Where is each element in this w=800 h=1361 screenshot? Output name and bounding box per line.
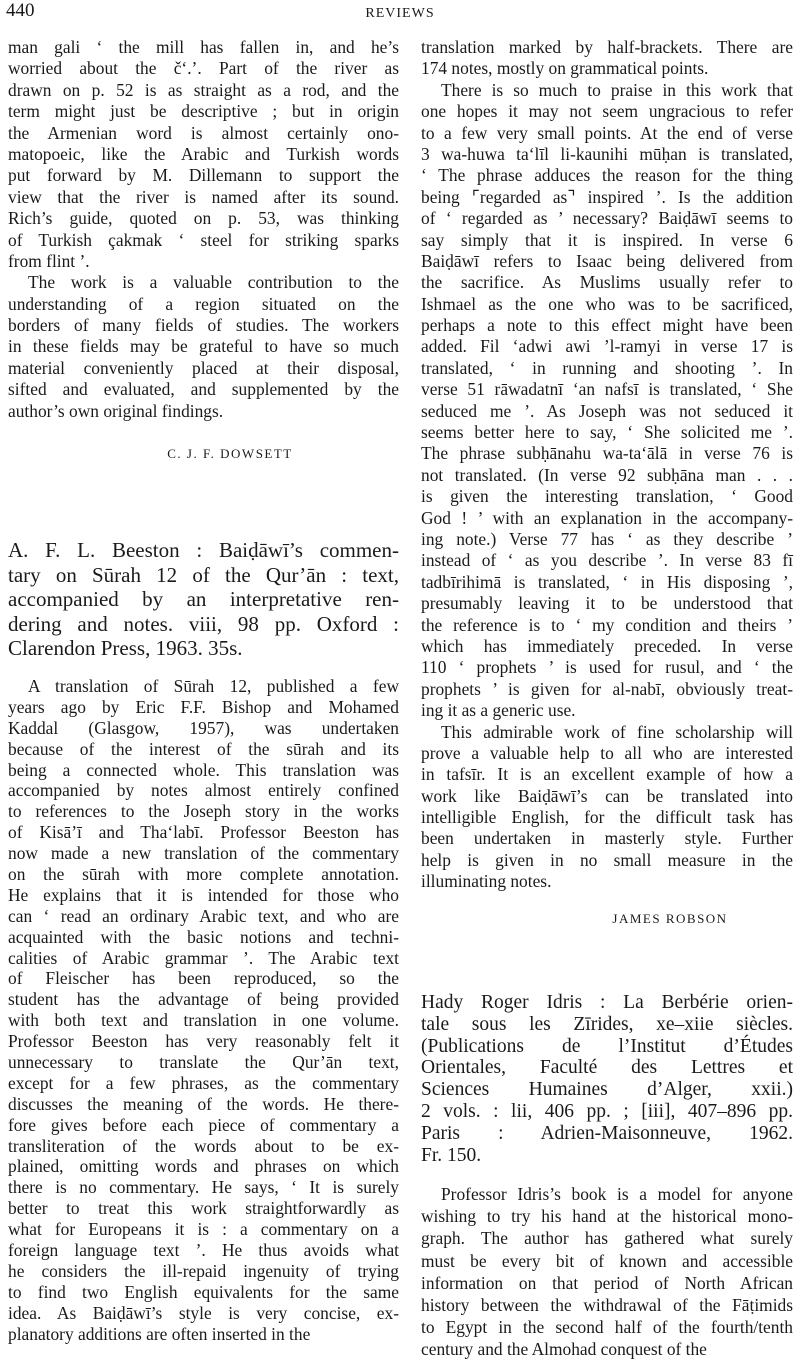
text-line: say simply that it is inspired. In verse 6: [421, 229, 793, 250]
text-line: A translation of Sūrah 12, published a few: [28, 676, 399, 696]
text-line: Sciences Humaines d’Alger, xxii.): [421, 1079, 793, 1101]
text-line: acquainted with the basic notions and techni-: [8, 926, 399, 947]
text-line: being a connected whole. This translation was: [8, 759, 399, 780]
text-line: the Armenian word is almost certainly ono-: [8, 122, 399, 143]
text-line: with both text and translation in one volume.: [8, 1010, 399, 1031]
paragraph: [421, 1183, 793, 1361]
reviewer-signature: JAMES ROBSON: [612, 911, 728, 926]
text-line: Rich’s guide, quoted on p. 53, was thinking: [8, 208, 399, 229]
text-line: on the sūrah with more complete annotation.: [8, 864, 399, 885]
text-line: Clarendon Press, 1963. 35s.: [8, 636, 243, 660]
text-line: Ishmael as the one who was to be sacrificed,: [421, 293, 793, 314]
text-line: prove a valuable help to all who are interested: [421, 742, 793, 763]
text-line: graph. The author has gathered what surely: [421, 1228, 793, 1249]
text-line: years ago by Eric F.F. Bishop and Mohamed: [8, 696, 399, 717]
text-line: intelligible English, for the difficult task has: [421, 807, 793, 828]
text-line: to references to the Joseph story in the works: [8, 801, 399, 822]
text-line: one hopes it may not seem ungracious to refer: [421, 101, 793, 122]
text-line: ing note.) Verse 77 has ‘ as they describe ’: [421, 528, 793, 549]
page-number: 440: [6, 0, 35, 21]
review-body-idris: [421, 1183, 793, 1361]
paragraph: [421, 37, 793, 80]
text-line: put forward by M. Dillemann to support the: [8, 165, 399, 186]
text-line: Baiḍāwī refers to Isaac being delivered from: [421, 250, 793, 271]
robson-review-continued: [421, 37, 793, 893]
paragraph: [421, 722, 793, 893]
text-line: worried about the č‘.’. Part of the river as: [8, 58, 399, 79]
text-line: Paris : Adrien-Maisonneuve, 1962.: [421, 1122, 793, 1144]
text-line: tary on Sūrah 12 of the Qur’ān : text,: [8, 562, 399, 587]
text-line: verse 51 rāwadatnī ‘an nafsī is translated, ‘ She: [421, 379, 793, 400]
text-line: term might just be descriptive ; but in origin: [8, 101, 399, 122]
review-heading-idris: [421, 992, 793, 1166]
text-line: prophets ’ is given for al-nabī, obviously treat-: [421, 678, 793, 699]
text-line: illuminating notes.: [421, 871, 552, 892]
text-line: translation marked by half-brackets. There are: [421, 37, 793, 57]
text-line: can ‘ read an ordinary Arabic text, and who are: [8, 905, 399, 926]
text-line: of Kisā’ī and Tha‘labī. Professor Beeston has: [8, 822, 399, 843]
text-line: help is given in no small measure in the: [421, 849, 793, 870]
text-line: Kaddal (Glasgow, 1957), was undertaken: [8, 717, 399, 738]
text-line: understanding of a region situated on the: [8, 293, 399, 314]
text-line: translated, ‘ in running and shooting ’. In: [421, 357, 793, 378]
text-line: A. F. L. Beeston : Baiḍāwī’s commen-: [8, 538, 399, 562]
paragraph: [8, 676, 399, 1345]
text-line: material conveniently placed at their disposal,: [8, 357, 399, 378]
text-line: not translated. (In verse 92 subḥāna man . . .: [421, 464, 793, 485]
text-line: instead of ‘ as you describe ’. In verse 83 fī: [421, 550, 793, 571]
text-line: what for Europeans it is : a commentary on a: [8, 1219, 399, 1240]
text-line: work like Baiḍāwī’s can be translated into: [421, 785, 793, 806]
review-body-beeston: [8, 676, 399, 1345]
text-line: student has the advantage of being provided: [8, 989, 399, 1010]
text-line: the sacrifice. As Muslims usually refer to: [421, 272, 793, 293]
text-line: Fr. 150.: [421, 1144, 482, 1166]
text-line: seems better here to say, ‘ She solicited me ’.: [421, 422, 793, 443]
text-line: idea. As Baiḍāwī’s style is very concise, ex-: [8, 1302, 399, 1323]
text-line: history between the withdrawal of the Fāṭimids: [421, 1294, 793, 1315]
text-line: ‘ The phrase adduces the reason for the thing: [421, 165, 793, 186]
text-line: Professor Idris’s book is a model for anyone: [441, 1184, 793, 1204]
text-line: in these fields may be grateful to have so much: [8, 336, 399, 357]
text-line: fore gives before each piece of commentary a: [8, 1114, 399, 1135]
text-line: accompanied by notes almost entirely confined: [8, 780, 399, 801]
text-line: The work is a valuable contribution to the: [28, 272, 399, 293]
text-line: view that the river is named after its sound.: [8, 186, 399, 207]
text-line: sifted and evaluated, and supplemented by the: [8, 379, 399, 400]
review-heading-beeston: [8, 538, 399, 661]
text-line: God ! ’ with an explanation in the accompany-: [421, 507, 793, 528]
text-line: 110 ‘ prophets ’ is used for rusul, and ‘ the: [421, 657, 793, 678]
text-line: transliteration of the words about to be ex-: [8, 1135, 399, 1156]
text-line: the reference is to ‘ my condition and theirs ’: [421, 614, 793, 635]
text-line: being ⌜regarded as⌝ inspired ’. Is the addition: [421, 186, 793, 207]
text-line: borders of many fields of studies. The workers: [8, 315, 399, 336]
text-line: of ‘ regarded as ’ necessary? Baiḍāwī seems to: [421, 208, 793, 229]
text-line: author’s own original findings.: [8, 400, 224, 421]
text-line: discusses the meaning of the words. He there-: [8, 1093, 399, 1114]
text-line: in tafsīr. It is an excellent example of how a: [421, 764, 793, 785]
text-line: from flint ’.: [8, 250, 90, 271]
text-line: is given the interesting translation, ‘ Good: [421, 486, 793, 507]
text-line: accompanied by an interpretative ren-: [8, 587, 399, 611]
text-line: There is so much to praise in this work that: [441, 79, 793, 100]
text-line: dering and notes. viii, 98 pp. Oxford :: [8, 611, 399, 636]
text-line: century and the Almohad conquest of the: [421, 1339, 707, 1360]
text-line: The phrase subḥānahu wa-ta‘ālā in verse 76 is: [421, 443, 793, 464]
text-line: been undertaken in masterly style. Further: [421, 828, 793, 849]
text-line: better to treat this work straightforwardly as: [8, 1198, 399, 1219]
text-line: He explains that it is intended for those who: [8, 884, 399, 905]
text-line: because of the interest of the sūrah and its: [8, 738, 399, 759]
dowsett-review-end: [8, 37, 399, 422]
text-line: unnecessary to translate the Qur’ān text,: [8, 1052, 399, 1073]
paragraph: [8, 37, 399, 272]
text-line: 2 vols. : lii, 406 pp. ; [iii], 407–896 pp.: [421, 1100, 793, 1122]
text-line: to find two English equivalents for the same: [8, 1281, 399, 1302]
reviewer-signature: C. J. F. DOWSETT: [167, 446, 293, 461]
text-line: presumably leaving it to be understood that: [421, 593, 793, 614]
text-line: tadbīrihimā is translated, ‘ in His disposing ’,: [421, 571, 793, 592]
text-line: except for a few phrases, as the commentary: [8, 1072, 399, 1093]
text-line: (Publications de l’Institut d’Études: [421, 1035, 793, 1057]
text-line: man gali ‘ the mill has fallen in, and he’s: [8, 37, 399, 57]
text-line: there is no commentary. He says, ‘ It is surely: [8, 1177, 399, 1198]
text-line: wishing to try his hand at the historical mono-: [421, 1206, 793, 1227]
text-line: tale sous les Zīrides, xe–xiie siècles.: [421, 1013, 793, 1035]
text-line: foreign language text ’. He thus avoids what: [8, 1240, 399, 1261]
text-line: 3 wa-huwa ta‘līl li-kaunihi mūḥan is translated,: [421, 143, 793, 164]
text-line: added. Fil ‘adwi awi ’l-ramyi in verse 17 is: [421, 336, 793, 357]
running-title: REVIEWS: [365, 6, 435, 21]
text-line: drawn on p. 52 is as straight as a rod, and the: [8, 79, 399, 100]
text-line: of Fleischer has been reproduced, so the: [8, 968, 399, 989]
text-line: he considers the ill-repaid ingenuity of trying: [8, 1260, 399, 1281]
text-line: to Egypt in the second half of the fourth/tenth: [421, 1317, 793, 1338]
text-line: perhaps a note to this effect might have been: [421, 315, 793, 336]
text-line: This admirable work of fine scholarship will: [441, 721, 793, 742]
text-line: 174 notes, mostly on grammatical points.: [421, 58, 709, 79]
text-line: calities of Arabic grammar ’. The Arabic text: [8, 947, 399, 968]
text-line: planatory additions are often inserted in the: [8, 1323, 311, 1344]
text-line: now made a new translation of the commentary: [8, 843, 399, 864]
text-line: plained, omitting words and phrases on which: [8, 1156, 399, 1177]
text-line: Orientales, Faculté des Lettres et: [421, 1057, 793, 1079]
paragraph: [8, 272, 399, 422]
text-line: Hady Roger Idris : La Berbérie orien-: [421, 992, 793, 1013]
text-line: of Turkish çakmak ‘ steel for striking sparks: [8, 229, 399, 250]
text-line: matopoeic, like the Arabic and Turkish words: [8, 143, 399, 164]
paragraph: [421, 80, 793, 722]
text-line: ing it as a generic use.: [421, 700, 576, 721]
text-line: seduced me ’. As Joseph was not seduced it: [421, 400, 793, 421]
text-line: must be every bit of known and accessible: [421, 1250, 793, 1271]
text-line: to a few very small points. At the end of verse: [421, 122, 793, 143]
text-line: information on that period of North African: [421, 1272, 793, 1293]
text-line: Professor Beeston has very reasonably felt it: [8, 1031, 399, 1052]
text-line: which has immediately preceded. In verse: [421, 635, 793, 656]
